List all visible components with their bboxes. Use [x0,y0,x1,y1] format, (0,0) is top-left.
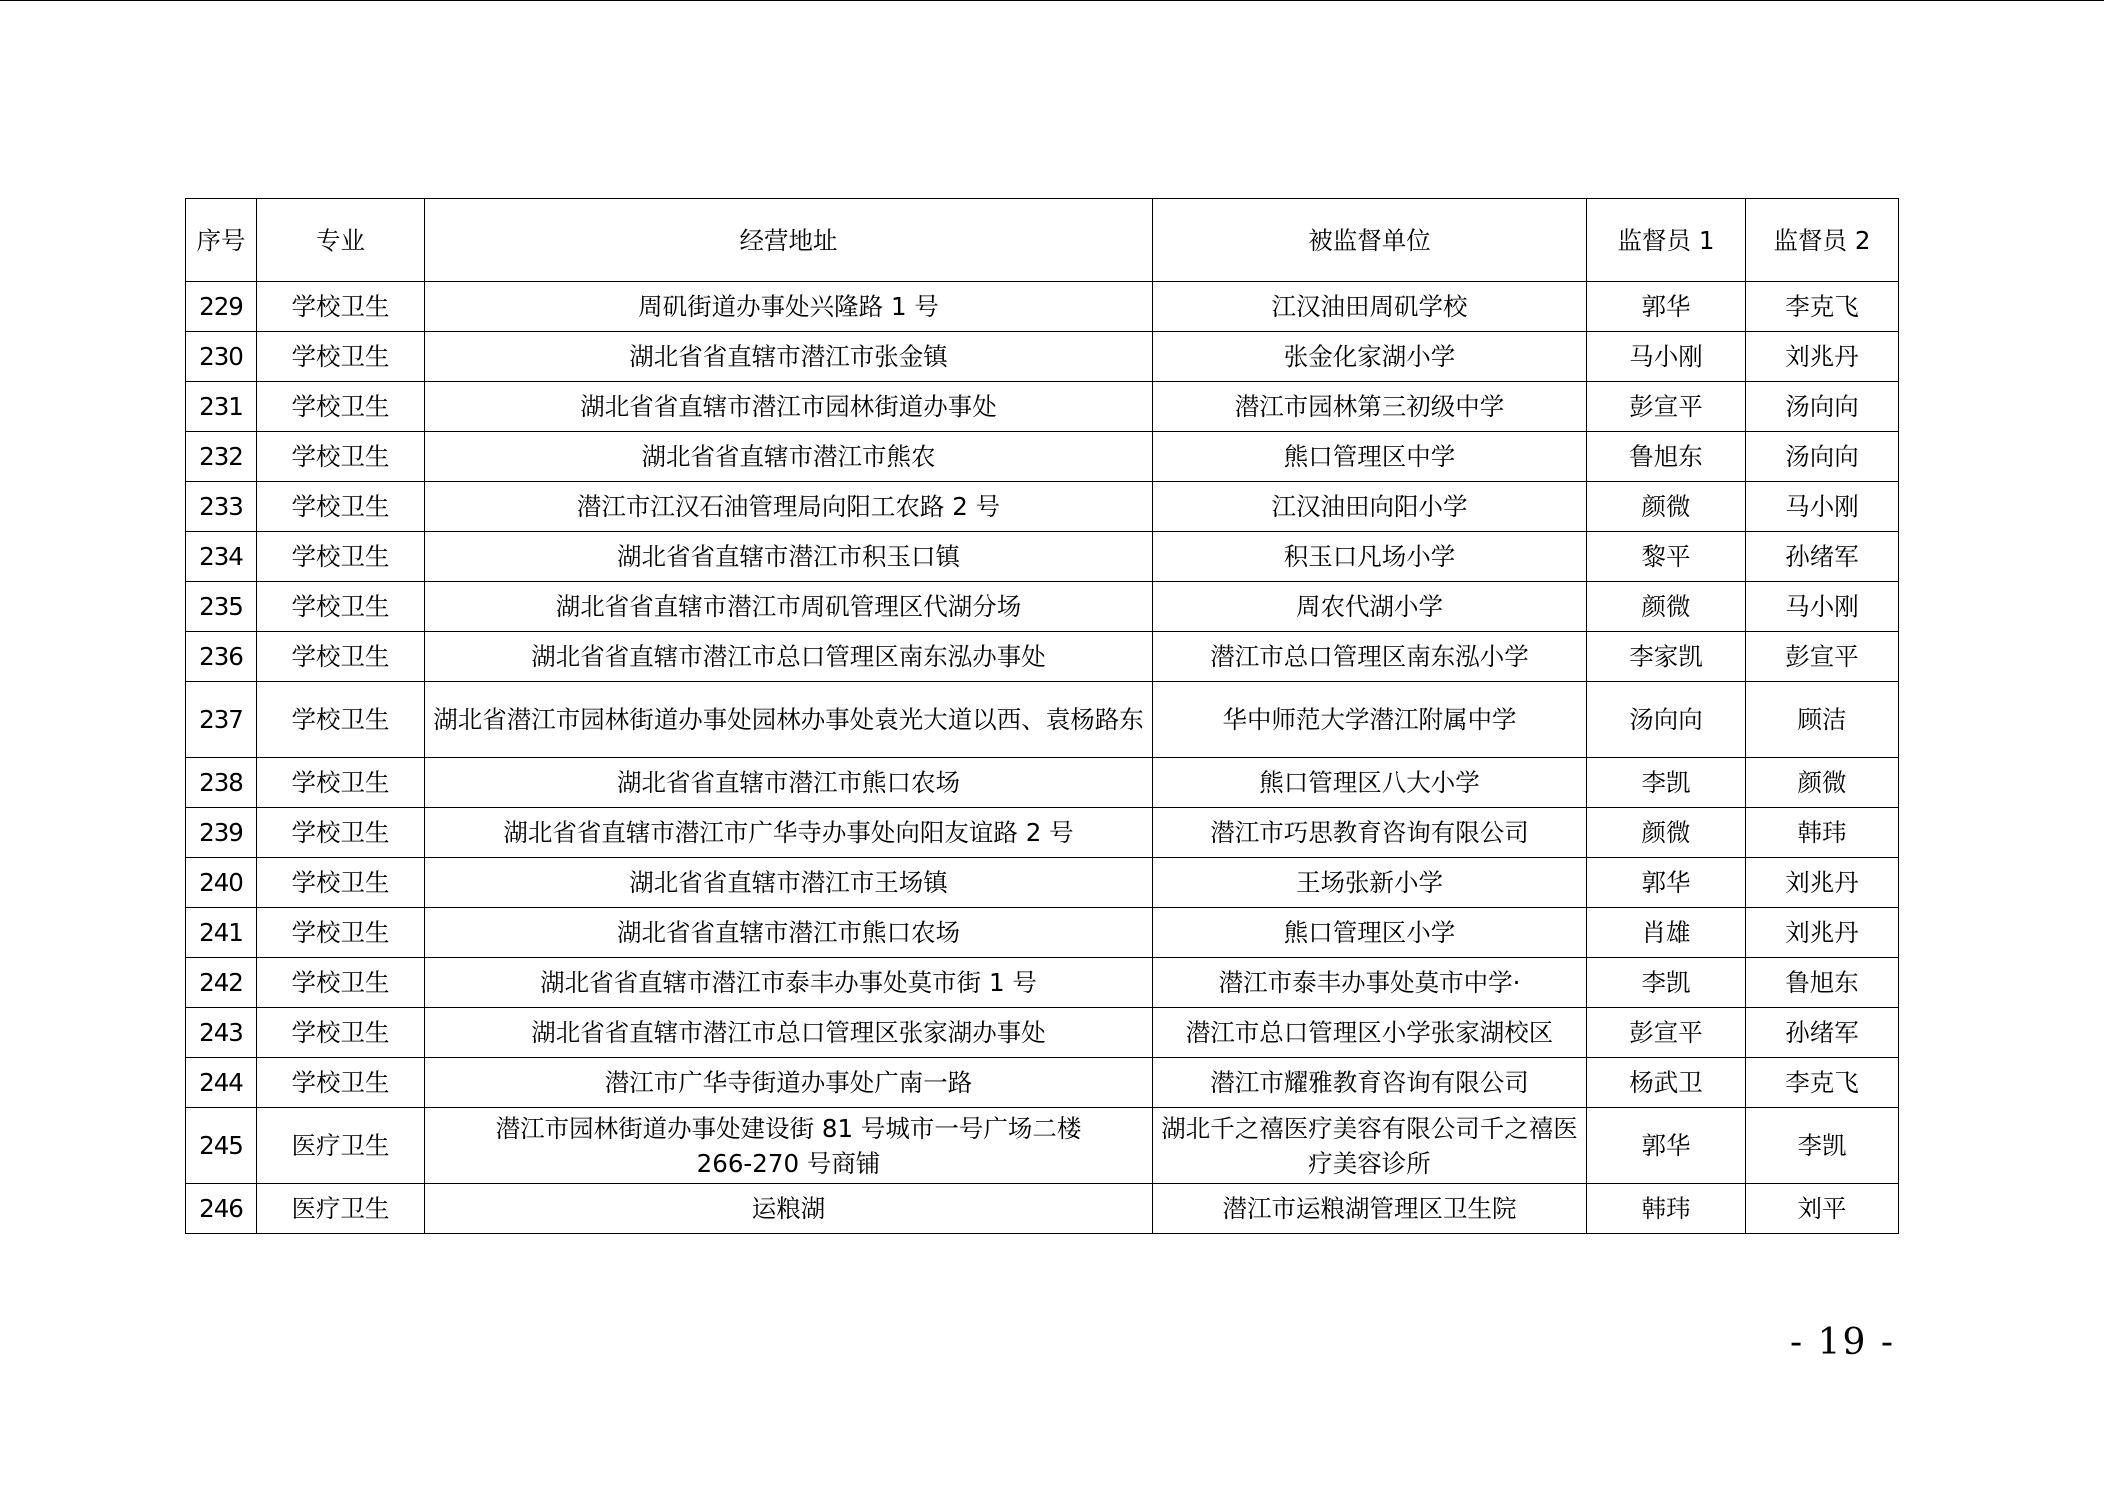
cell-unit: 熊口管理区八大小学 [1153,758,1587,808]
cell-supervisor-2: 马小刚 [1746,582,1899,632]
cell-address: 周矶街道办事处兴隆路 1 号 [425,282,1153,332]
cell-address: 湖北省省直辖市潜江市张金镇 [425,332,1153,382]
cell-specialty: 学校卫生 [257,482,425,532]
cell-seq: 243 [186,1008,257,1058]
cell-unit: 江汉油田向阳小学 [1153,482,1587,532]
cell-supervisor-1: 颜微 [1587,582,1746,632]
cell-unit: 潜江市园林第三初级中学 [1153,382,1587,432]
table-header [186,199,1899,282]
cell-specialty: 学校卫生 [257,282,425,332]
table-row [186,582,1899,632]
table-row [186,808,1899,858]
cell-supervisor-2: 刘兆丹 [1746,908,1899,958]
cell-specialty: 学校卫生 [257,632,425,682]
cell-specialty: 学校卫生 [257,382,425,432]
table-row [186,1184,1899,1234]
table-row [186,682,1899,758]
cell-seq: 235 [186,582,257,632]
cell-address: 潜江市广华寺街道办事处广南一路 [425,1058,1153,1108]
cell-seq: 238 [186,758,257,808]
cell-specialty: 医疗卫生 [257,1184,425,1234]
cell-supervisor-2: 李克飞 [1746,282,1899,332]
cell-unit: 湖北千之禧医疗美容有限公司千之禧医疗美容诊所 [1153,1108,1587,1184]
cell-seq: 231 [186,382,257,432]
cell-specialty: 学校卫生 [257,432,425,482]
cell-unit: 潜江市耀雅教育咨询有限公司 [1153,1058,1587,1108]
cell-address: 湖北省省直辖市潜江市总口管理区南东泓办事处 [425,632,1153,682]
cell-address: 潜江市园林街道办事处建设街 81 号城市一号广场二楼 266-270 号商铺 [425,1108,1153,1184]
cell-address: 湖北省省直辖市潜江市熊农 [425,432,1153,482]
cell-supervisor-2: 顾洁 [1746,682,1899,758]
table-row [186,758,1899,808]
cell-seq: 240 [186,858,257,908]
table-row [186,1108,1899,1184]
cell-supervisor-1: 马小刚 [1587,332,1746,382]
cell-specialty: 学校卫生 [257,1008,425,1058]
cell-address: 湖北省省直辖市潜江市王场镇 [425,858,1153,908]
table-row [186,908,1899,958]
cell-supervisor-2: 汤向向 [1746,382,1899,432]
cell-seq: 230 [186,332,257,382]
cell-unit: 江汉油田周矶学校 [1153,282,1587,332]
table-row [186,858,1899,908]
cell-specialty: 学校卫生 [257,758,425,808]
table-row [186,382,1899,432]
cell-unit: 华中师范大学潜江附属中学 [1153,682,1587,758]
cell-supervisor-1: 颜微 [1587,808,1746,858]
cell-address: 运粮湖 [425,1184,1153,1234]
cell-address: 湖北省省直辖市潜江市泰丰办事处莫市街 1 号 [425,958,1153,1008]
cell-seq: 246 [186,1184,257,1234]
table-row [186,632,1899,682]
cell-supervisor-1: 李凯 [1587,958,1746,1008]
header-seq: 序号 [186,199,257,282]
cell-unit: 潜江市巧思教育咨询有限公司 [1153,808,1587,858]
cell-seq: 237 [186,682,257,758]
header-supervisor-1: 监督员 1 [1587,199,1746,282]
cell-specialty: 学校卫生 [257,858,425,908]
header-supervisor-2: 监督员 2 [1746,199,1899,282]
cell-seq: 229 [186,282,257,332]
cell-supervisor-1: 李家凯 [1587,632,1746,682]
cell-unit: 潜江市泰丰办事处莫市中学· [1153,958,1587,1008]
cell-seq: 232 [186,432,257,482]
cell-address: 湖北省省直辖市潜江市广华寺办事处向阳友谊路 2 号 [425,808,1153,858]
cell-specialty: 学校卫生 [257,958,425,1008]
table-row [186,958,1899,1008]
cell-unit: 张金化家湖小学 [1153,332,1587,382]
cell-supervisor-2: 孙绪军 [1746,532,1899,582]
cell-supervisor-2: 李凯 [1746,1108,1899,1184]
cell-seq: 242 [186,958,257,1008]
cell-unit: 潜江市运粮湖管理区卫生院 [1153,1184,1587,1234]
table-row [186,532,1899,582]
cell-unit: 熊口管理区小学 [1153,908,1587,958]
cell-seq: 233 [186,482,257,532]
cell-supervisor-2: 马小刚 [1746,482,1899,532]
cell-address: 湖北省潜江市园林街道办事处园林办事处袁光大道以西、袁杨路东 [425,682,1153,758]
cell-supervisor-1: 杨武卫 [1587,1058,1746,1108]
cell-supervisor-1: 郭华 [1587,858,1746,908]
table-row [186,1008,1899,1058]
cell-specialty: 学校卫生 [257,908,425,958]
cell-supervisor-1: 李凯 [1587,758,1746,808]
cell-unit: 潜江市总口管理区小学张家湖校区 [1153,1008,1587,1058]
cell-unit: 熊口管理区中学 [1153,432,1587,482]
cell-supervisor-2: 刘平 [1746,1184,1899,1234]
cell-unit: 积玉口凡场小学 [1153,532,1587,582]
cell-supervisor-1: 黎平 [1587,532,1746,582]
top-border-line [0,0,2104,1]
cell-supervisor-2: 颜微 [1746,758,1899,808]
cell-specialty: 学校卫生 [257,808,425,858]
cell-seq: 236 [186,632,257,682]
cell-seq: 241 [186,908,257,958]
cell-specialty: 医疗卫生 [257,1108,425,1184]
cell-address: 湖北省省直辖市潜江市熊口农场 [425,908,1153,958]
cell-specialty: 学校卫生 [257,582,425,632]
table-row [186,432,1899,482]
page-number: - 19 - [1790,1322,1896,1363]
cell-supervisor-1: 郭华 [1587,282,1746,332]
table-row [186,482,1899,532]
cell-seq: 239 [186,808,257,858]
header-row [186,199,1899,282]
supervision-table [185,198,1899,1234]
cell-seq: 244 [186,1058,257,1108]
cell-supervisor-1: 肖雄 [1587,908,1746,958]
header-address: 经营地址 [425,199,1153,282]
cell-address: 湖北省省直辖市潜江市园林街道办事处 [425,382,1153,432]
cell-supervisor-1: 颜微 [1587,482,1746,532]
cell-specialty: 学校卫生 [257,332,425,382]
cell-address: 湖北省省直辖市潜江市积玉口镇 [425,532,1153,582]
cell-supervisor-2: 彭宣平 [1746,632,1899,682]
cell-unit: 潜江市总口管理区南东泓小学 [1153,632,1587,682]
cell-supervisor-1: 鲁旭东 [1587,432,1746,482]
cell-supervisor-2: 孙绪军 [1746,1008,1899,1058]
cell-supervisor-2: 刘兆丹 [1746,858,1899,908]
cell-unit: 王场张新小学 [1153,858,1587,908]
cell-specialty: 学校卫生 [257,682,425,758]
cell-seq: 234 [186,532,257,582]
cell-supervisor-1: 韩玮 [1587,1184,1746,1234]
cell-supervisor-1: 郭华 [1587,1108,1746,1184]
cell-address: 湖北省省直辖市潜江市熊口农场 [425,758,1153,808]
cell-supervisor-2: 汤向向 [1746,432,1899,482]
cell-supervisor-2: 刘兆丹 [1746,332,1899,382]
cell-supervisor-2: 鲁旭东 [1746,958,1899,1008]
table-row [186,1058,1899,1108]
cell-specialty: 学校卫生 [257,532,425,582]
header-unit: 被监督单位 [1153,199,1587,282]
table-body [186,282,1899,1234]
cell-supervisor-1: 汤向向 [1587,682,1746,758]
table-row [186,332,1899,382]
header-specialty: 专业 [257,199,425,282]
cell-supervisor-1: 彭宣平 [1587,1008,1746,1058]
cell-address: 潜江市江汉石油管理局向阳工农路 2 号 [425,482,1153,532]
cell-unit: 周农代湖小学 [1153,582,1587,632]
cell-address: 湖北省省直辖市潜江市周矶管理区代湖分场 [425,582,1153,632]
cell-supervisor-2: 李克飞 [1746,1058,1899,1108]
cell-supervisor-2: 韩玮 [1746,808,1899,858]
cell-seq: 245 [186,1108,257,1184]
cell-address: 湖北省省直辖市潜江市总口管理区张家湖办事处 [425,1008,1153,1058]
table-row [186,282,1899,332]
cell-specialty: 学校卫生 [257,1058,425,1108]
cell-supervisor-1: 彭宣平 [1587,382,1746,432]
